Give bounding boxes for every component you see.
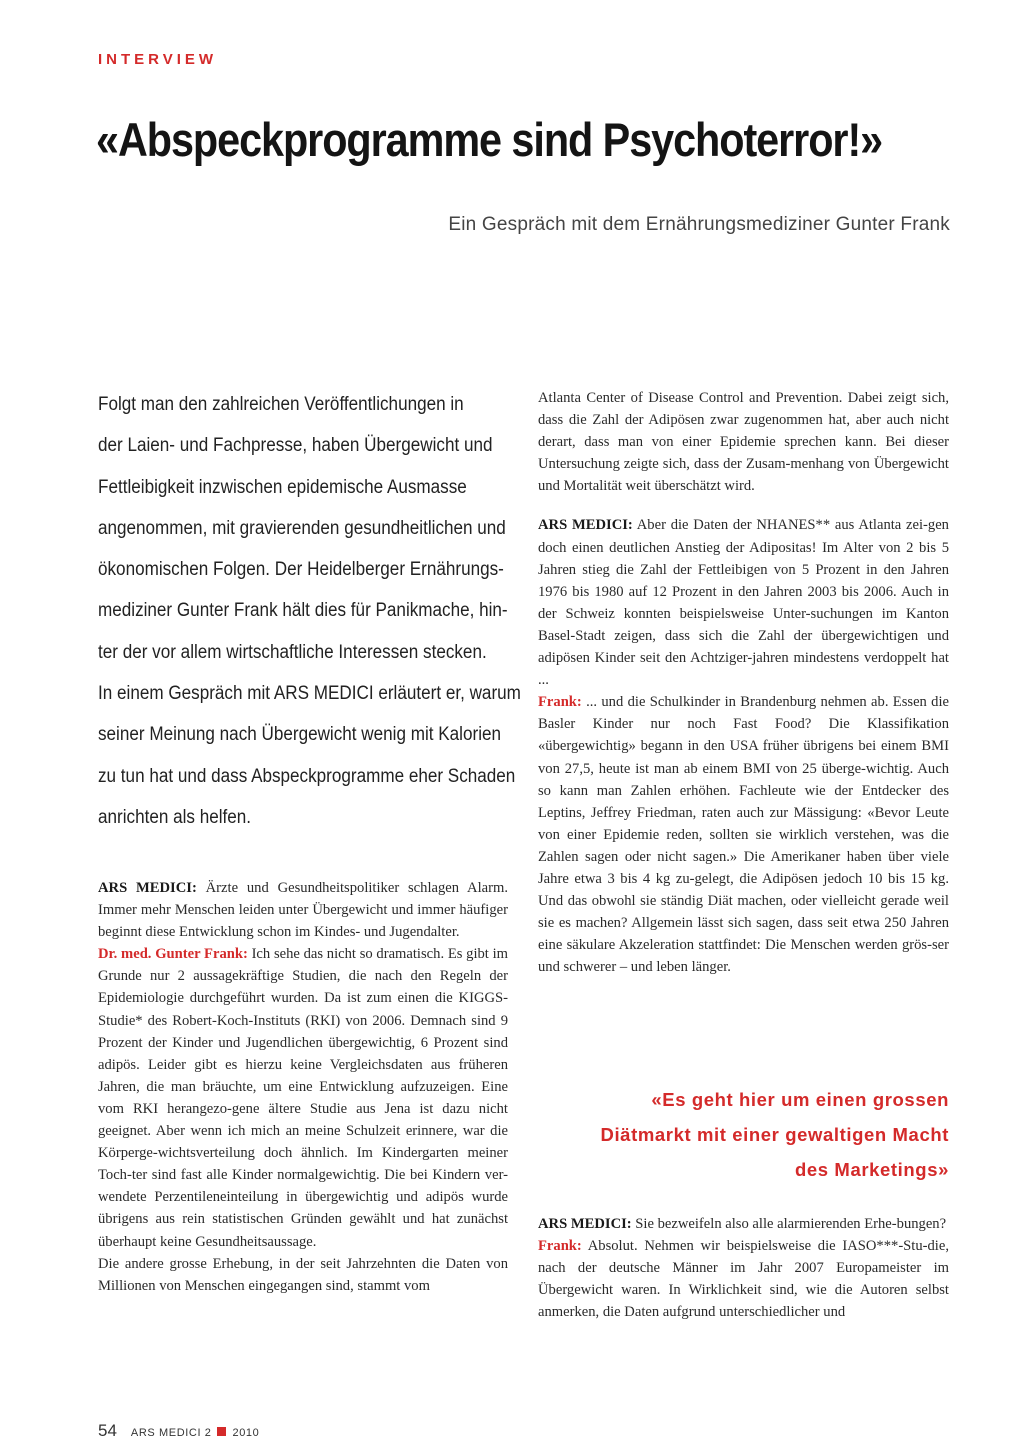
answer-text: ... und die Schulkinder in Brandenburg nehmen ab. Essen die Basler Kinder nur noch Fast Food? Die Klassifikation «übergewichtig» begann in den USA früher übrigens bei einem BMI von 27,5, heute ist man ab einem BMI von 25 überge-wichtig. Auch so kann man Zahlen erhöhen. Fachleute wie der Entdecker des Leptins, Jeffrey Friedman, raten auch zur Mässigung: «Bevor Leute von einer Epidemie reden, sollten sie wirklich verstehen, was die Zahlen sagen oder nicht sagen.» Die Amerikaner haben über viele Jahre etwa 3 bis 4 kg zu-gelegt, die Adipösen jedoch 10 bis 15 kg. Und das obwohl sie ständig Diät machen, oder vielleicht gerade weil sie es machen? Allgemein lässt sich sagen, dass seit etwa 250 Jahren eine säkulare Akzeleration stattfindet: Die Menschen werden grös-ser und schwerer – und leben länger. <box>538 694 949 976</box>
answer-paragraph <box>538 691 949 978</box>
answer-text: Absolut. Nehmen wir beispielsweise die IASO***-Stu-die, nach der deutsche Männer im Jahr 2007 Europameister im Übergewicht waren. In Wirklichkeit sind, wie die Autoren selbst anmerken, die Daten aufgrund unterschiedlicher und <box>538 1238 949 1321</box>
question-text: Sie bezweifeln also alle alarmierenden Erhe-bungen? <box>631 1216 947 1232</box>
right-column-bottom <box>538 1213 949 1323</box>
answer-paragraph: Die andere grosse Erhebung, in der seit Jahrzehnten die Daten von Millionen von Menschen eingegangen sind, stammt vom <box>98 1255 508 1294</box>
lead-paragraph <box>98 384 521 838</box>
interviewee-label: Frank: <box>538 1238 582 1255</box>
answer-paragraph <box>538 1235 949 1323</box>
question-paragraph <box>538 1213 949 1235</box>
lead-line: mediziner Gunter Frank hält dies für Panikmache, hin- <box>98 600 508 622</box>
article-title: «Abspeckprogramme sind Psychoterror!» <box>96 113 883 166</box>
question-paragraph <box>98 877 508 943</box>
lead-line: In einem Gespräch mit ARS MEDICI erläutert er, warum <box>98 683 521 705</box>
pull-quote-line: Diätmarkt mit einer gewaltigen Macht <box>600 1124 949 1145</box>
question-text: Aber die Daten der NHANES** aus Atlanta zei-gen doch einen deutlichen Anstieg der Adipositas! Im Alter von 2 bis 5 Jahren stieg die Zahl der Fettleibigen von 5 Prozent in den Jahren 1976 bis 1980 auf 12 Prozent in den Jahren 2003 bis 2006. Auch in der Schweiz konnten beispielsweise Unter-suchungen im Kanton Basel-Stadt zeigen, dass sich die Zahl der übergewichtigen und adipösen Kinder seit den Achtziger-jahren mindestens verdoppelt hat ... <box>538 517 949 689</box>
lead-line: angenommen, mit gravierenden gesundheitlichen und <box>98 517 506 539</box>
page-number: 54 <box>98 1421 117 1440</box>
interviewee-label: Dr. med. Gunter Frank: <box>98 946 248 963</box>
red-square-icon <box>217 1427 226 1436</box>
answer-text: Ich sehe das nicht so dramatisch. Es gibt im Grunde nur 2 aussagekräftige Studien, die nach den Regeln der Epidemiologie durchgeführt wurden. Da ist zum einen die KIGGS-Studie* des Robert-Koch-Instituts (RKI) von 2006. Demnach sind 9 Prozent der Kinder und Jugendlichen übergewichtig, 6 Prozent sind adipös. Leider gibt es hierzu keine Vergleichsdaten aus früheren Jahren, die man bräuchte, um eine Entwicklung aufzuzeigen. Eine vom RKI herangezo-gene ältere Studie aus Jena ist dazu nicht geeignet. Aber wenn ich mich an meine Schulzeit erinnere, war die Körperge-wichtsverteilung doch ähnlich. Im Kindergarten meiner Toch-ter sind fast alle Kinder normalgewichtig. Die bei Kindern ver-wendete Perzentileneinteilung in übergewichtig und adipös wurde übrigens aus rein statistischen Gründen gewählt und hat zunächst überhaupt keine Gesundheitsaussage. <box>98 946 508 1250</box>
left-column <box>98 877 508 1297</box>
lead-line: Fettleibigkeit inzwischen epidemische Ausmasse <box>98 476 467 498</box>
lead-line: der Laien- und Fachpresse, haben Übergewicht und <box>98 435 493 457</box>
interviewer-label: ARS MEDICI: <box>98 880 197 896</box>
issue-year: 2010 <box>232 1427 260 1439</box>
lead-line: Folgt man den zahlreichen Veröffentlichungen in <box>98 394 464 415</box>
interviewee-label: Frank: <box>538 694 582 711</box>
pull-quote-line: «Es geht hier um einen grossen <box>651 1089 949 1110</box>
lead-line: seiner Meinung nach Übergewicht wenig mit Kalorien <box>98 724 502 746</box>
lead-line: zu tun hat und dass Abspeckprogramme eher Schaden <box>98 765 516 787</box>
interviewer-label: ARS MEDICI: <box>538 517 633 534</box>
question-paragraph <box>538 514 949 691</box>
pull-quote-line: des Marketings» <box>795 1159 949 1180</box>
lead-line: anrichten als helfen. <box>98 806 252 828</box>
pull-quote <box>538 1082 949 1187</box>
lead-line: ökonomischen Folgen. Der Heidelberger Ernährungs- <box>98 559 504 581</box>
question-text: Ärzte und Gesundheitspolitiker schlagen Alarm. Immer mehr Menschen leiden unter Übergewicht und immer häufiger beginnt diese Entwicklung schon im Kindes- und Jugendalter. <box>98 880 508 941</box>
right-column-top <box>538 387 949 978</box>
page-footer <box>98 1421 259 1441</box>
lead-line: ter der vor allem wirtschaftliche Interessen stecken. <box>98 641 487 663</box>
continued-paragraph: Atlanta Center of Disease Control and Prevention. Dabei zeigt sich, dass die Zahl der Adipösen zwar zugenommen hat, aber auch nicht derart, dass man von einer Epidemie sprechen kann. Bei dieser Untersuchung zeigte sich, dass der Zusam-menhang von Übergewicht und Mortalität weit überschätzt wird. <box>538 390 949 495</box>
article-subtitle: Ein Gespräch mit dem Ernährungsmediziner Gunter Frank <box>448 214 950 235</box>
section-kicker: INTERVIEW <box>98 51 218 68</box>
interviewer-label: ARS MEDICI: <box>538 1216 632 1232</box>
answer-paragraph <box>98 943 508 1252</box>
journal-name: ARS MEDICI 2 <box>130 1427 212 1439</box>
